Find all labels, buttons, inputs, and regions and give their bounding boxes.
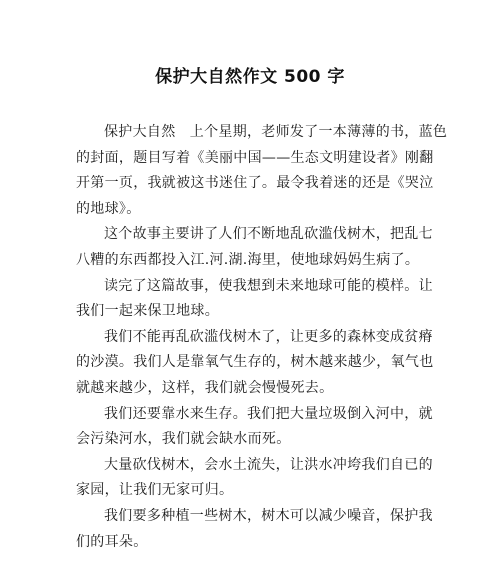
text-line: 我们要多种植一些树木，树木可以减少噪音，保护我 — [104, 507, 433, 524]
text-line: 八糟的东西都投入江.河.湖.海里，使地球妈妈生病了。 — [76, 251, 420, 268]
text-line: 的沙漠。我们人是靠氧气生存的，树木越来越少，氧气也 — [76, 354, 434, 371]
text-line: 我们不能再乱砍滥伐树木了，让更多的森林变成贫瘠 — [104, 328, 433, 345]
text-line: 读完了这篇故事，使我想到未来地球可能的模样。让 — [104, 277, 433, 294]
text-line: 我们一起来保卫地球。 — [76, 303, 219, 320]
text-line: 家园，让我们无家可归。 — [76, 482, 234, 499]
document-body — [76, 120, 448, 555]
text-line: 会污染河水，我们就会缺水而死。 — [76, 431, 291, 448]
text-line: 我们还要靠水来生存。我们把大量垃圾倒入河中，就 — [104, 405, 433, 422]
text-line: 这个故事主要讲了人们不断地乱砍滥伐树木，把乱七 — [104, 226, 433, 243]
text-line: 就越来越少，这样，我们就会慢慢死去。 — [76, 379, 334, 396]
text-line: 保护大自然 上个星期，老师发了一本薄薄的书，蓝色 — [104, 124, 448, 140]
text-line: 的封面，题目写着《美丽中国——生态文明建设者》刚翻 — [76, 149, 434, 166]
text-line: 大量砍伐树木，会水土流失，让洪水冲垮我们自已的 — [104, 456, 433, 473]
document-title: 保护大自然作文 500 字 — [155, 67, 345, 87]
text-line: 开第一页，我就被这书迷住了。最令我着迷的还是《哭泣 — [76, 175, 434, 192]
text-line: 的地球》。 — [76, 200, 141, 217]
text-line: 们的耳朵。 — [76, 533, 148, 550]
